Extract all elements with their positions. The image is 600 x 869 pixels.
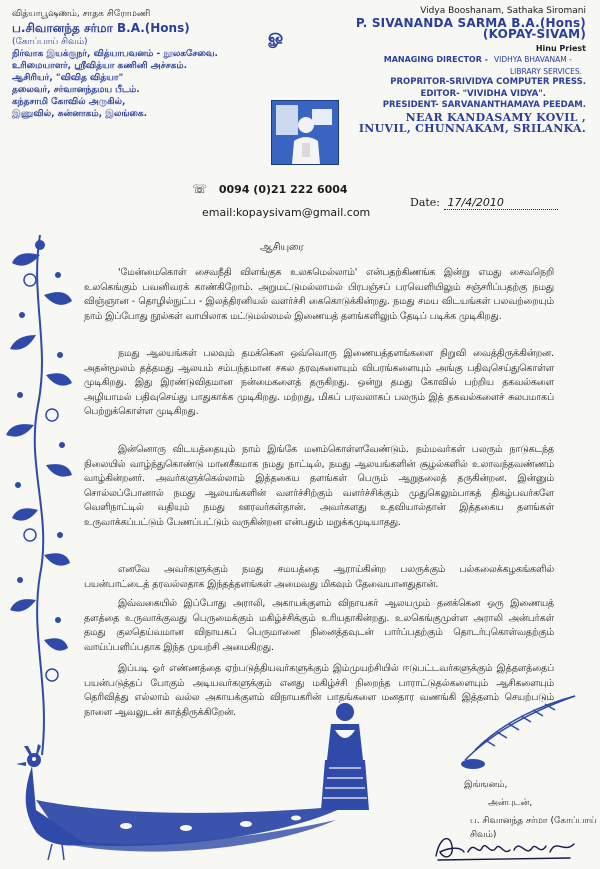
editor-line: EDITOR- "VIVIDHA VIDYA".	[420, 88, 546, 99]
tamil-place: (கோப்பாய் சிவம்)	[12, 37, 88, 47]
letterhead-tamil	[12, 8, 257, 120]
tamil-line-3: ஆசிரியர், "விவித வித்யா"	[12, 73, 124, 83]
date-value: 17/4/2010	[444, 196, 558, 210]
signatory-place: (கோப்பாய் சிவம்)	[470, 816, 597, 840]
english-place: (KOPAY-SIVAM)	[482, 27, 586, 41]
paragraph-2: நமது ஆலயங்கள் பலவும் தமக்கென ஒவ்வொரு இணையத்தளங்களை நிறுவி வைத்திருக்கின்றன. அதன்மூலம் தத்தமது ஆலயம் சம்பந்தமான சகல தரவுகளையும் விபரங்களையும் அங்கு பதிவுசெய்துகொள்ள முடிகிறது. இது இரண்டுவிதமான நன்மைகளைத் தருகிறது. ஒன்று தமது கோவில் பற்றிய தகவல்களை அழியாமல் பதிவுசெய்து பாதுகாக்க முடிகிறது. மற்றது, மிகப் பரவலாகப் பலரும் இத் தகவல்களைச் சுலபமாகப் பெற்றுக்கொள்ள முடிகிறது.	[84, 348, 554, 418]
om-symbol: ௐ	[268, 26, 286, 47]
phone-number: 0094 (0)21 222 6004	[218, 183, 348, 196]
english-role: Hinu Priest	[535, 43, 586, 53]
letter-heading: ஆசியுரை	[260, 242, 304, 253]
closing-line-1: இங்ஙனம்,	[464, 780, 508, 790]
quill-ornament	[455, 690, 585, 770]
md-label: MANAGING DIRECTOR -	[383, 55, 488, 64]
phone-icon: ☏	[192, 182, 208, 196]
proprietor-line: PROPRITOR-SRIVIDYA COMPUTER PRESS.	[390, 77, 586, 87]
floral-vine-ornament	[0, 235, 80, 795]
handwritten-signature	[430, 826, 580, 866]
paragraph-3: இன்னொரு விடயத்தையும் நாம் இங்கே மனம்கொள்ளவேண்டும். நம்மவர்கள் பலரும் நாடுகடந்த நிலையில் வாழ்ந்துகொண்டு மானசீகமாக நமது நாட்டில், நமது ஆலயங்களின் சூழல்களில் உலாவந்தவண்ணம் வாழ்கின்றனர். அவர்களுக்கெல்லாம் இத்தகைய தளங்கள் பெரும் ஆறுதலைத் தருகின்றன. இன்னும் சொல்லப்போனால் நமது ஆலயங்களின் வளர்ச்சிற்கும் வளர்ச்சிக்கும் முதுகெலும்பாகத் திகழ்பவர்களே வெளிநாட்டில் வதியும் நமது ஊரவர்கள்தான். அவர்களது உதவியால்தான் இத்தகைய தளங்கள் உருவாக்கப்பட்டும் பேணப்பட்டும் வருகின்றன என்பதும் மறுக்கமுடியாதது.	[84, 444, 554, 528]
paragraph-1: 'மேன்மைகொள் சைவநீதி விளங்குக உலகமெல்லாம்' என்பதற்கிணங்க இன்று எமது சைவநெறி உலகெங்கும் பவனிவரக் காண்கிறோம். அறுமட்டுமல்லாமல் பிரபஞ்சப் பரவெளியிலும் சஞ்சரிப்பதற்கு நமது விஞ்ஞான - தொழில்நுட்ப - இலத்திரனியல் வளர்ச்சி கைகொடுக்கின்றது. நமது சமய விடயங்கள் பலவற்றையும் நாம் இப்போது நூல்கள் வாயிலாக மட்டுமல்லமல் இணையத் தளங்களிலும் தேடிப் படிக்க முடிகிறது.	[84, 267, 554, 322]
md-value-2: LIBRARY SERVICES.	[509, 66, 582, 76]
tamil-titles: வித்யாபூஷணம், சாதக சிரோமணி	[12, 9, 151, 19]
phone-row	[192, 182, 348, 196]
managing-director-row	[326, 54, 586, 66]
letterhead-english	[326, 6, 586, 135]
peacock-ornament	[6, 740, 356, 865]
date-label: Date:	[410, 196, 441, 209]
tamil-name: ப.சிவானந்த சர்மா B.A.(Hons)	[12, 21, 190, 35]
paragraph-6: இப்படி ஓர் எண்ணத்தை ஏற்படுத்தியவர்களுக்கும் இம்முயற்சியில் ஈடுபட்டவர்களுக்கும் இத்தளத்தைப் பயன்படுத்தப் போகும் அடியவர்களுக்கும் எனது மகிழ்ச்சி நிறைந்த பாராட்டுதல்களையும் ஆசிகளையும் தெரிவித்து எல்லாம் வல்ல அகாயக்குளம் விநாயகரின் பாதங்களை மனதார வணங்கி இத்தளம் செயற்படும் நாளை ஆவலுடன் காத்திருக்கிறேன்.	[84, 663, 554, 718]
email-text: email:kopaysivam@gmail.com	[202, 206, 371, 219]
english-titles: Vidya Booshanam, Sathaka Siromani	[420, 6, 586, 16]
date-row	[410, 196, 558, 210]
paragraph-4: எனவே அவர்களுக்கும் நமது சமயத்தை ஆராய்கின்ற பலருக்கும் பல்கலைக்கழகங்களில் பயன்பாட்டைத் தரவல்லதாக இந்தத்தளங்கள் அமைவது மிகவும் தேவையானதுதான்.	[84, 564, 554, 590]
paragraph-5: இவ்வகையில் இப்போது அராலி, அகாயக்குளம் விநாயகர் ஆலயமும் தனக்கென ஒரு இணையத் தளத்தை உருவாக்குவது பெருமைக்கும் மகிழ்ச்சிக்கும் உரியதாகின்றது. உலகெங்குமுள்ள அராலி அன்பர்கள் தமது குலதெய்வமான விநாயகப் பெருமானை நினைத்தவுடன் பார்ப்பதற்கும் தொடர்புகொள்வதற்கும் வாய்ப்பளிப்பதாக இந்த முயற்சி அமைகிறது.	[84, 598, 554, 653]
english-name: P. SIVANANDA SARMA B.A.(Hons)	[355, 15, 586, 30]
tamil-line-4: தலைவர், சர்வானந்தமய பீடம்.	[12, 85, 140, 95]
address-line-1: NEAR KANDASAMY KOVIL ,	[405, 110, 586, 124]
tamil-line-1: நிர்வாக இயக்குநர், வித்யாபவனம் - நூலகசேவை.	[12, 49, 218, 59]
tamil-line-2: உரிமையாளர், ஸ்ரீவித்யா கணினி அச்சகம்.	[12, 61, 187, 71]
address-line-2: INUVIL, CHUNNAKAM, SRILANKA.	[358, 122, 586, 135]
tamil-line-6: இணுவில், சுன்னாகம், இலங்கை.	[12, 109, 148, 119]
tamil-line-5: கந்தசாமி கோவில் அருகில்,	[12, 97, 126, 107]
signatory-name: ப. சிவானந்த சர்மா	[470, 816, 548, 826]
md-value-1: VIDHYA BHAVANAM -	[494, 55, 572, 64]
closing-line-2: அன்புடன்,	[488, 798, 533, 808]
president-line: PRESIDENT- SARVANANTHAMAYA PEEDAM.	[382, 100, 586, 110]
devotee-figure-ornament	[305, 700, 385, 820]
